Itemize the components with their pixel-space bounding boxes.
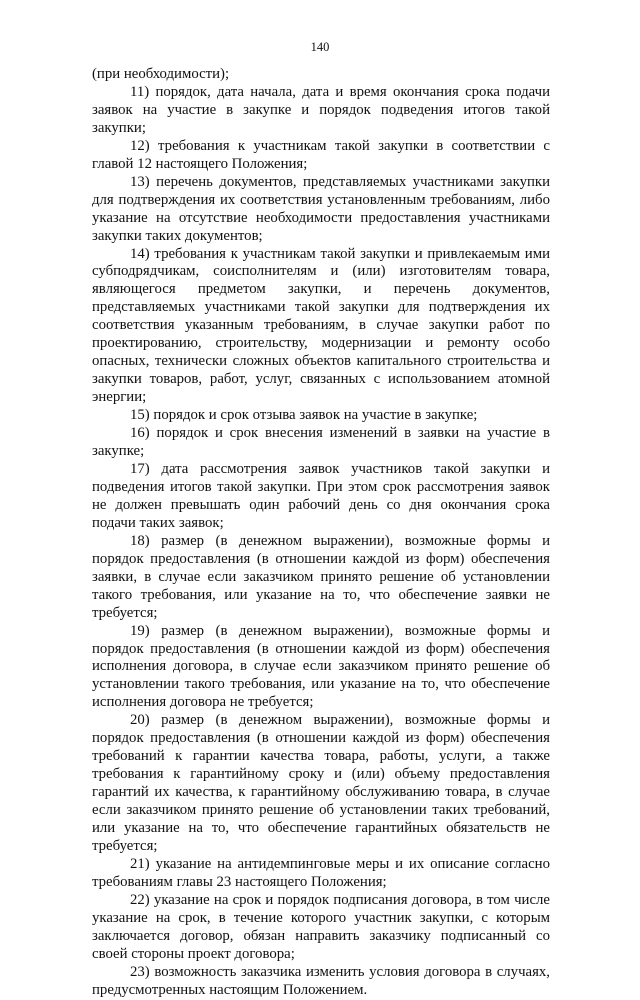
list-item-11: 11) порядок, дата начала, дата и время окончания срока подачи заявок на участие в закупке и порядок подведения итогов такой закупки;: [92, 83, 550, 136]
list-item-18: 18) размер (в денежном выражении), возможные формы и порядок предоставления (в отношении каждой из форм) обеспечения заявки, в случае если заказчиком принято решение об установлении такого требования, или указание на то, что обеспечение заявки не требуется;: [92, 532, 550, 621]
list-item-14: 14) требования к участникам такой закупки и привлекаемым ими субподрядчикам, соисполнителям и (или) изготовителям товара, являющегося предметом закупки, и перечень документов, представляемых участниками такой закупки для подтверждения их соответствия указанным требованиям, в случае закупки работ по проектированию, строительству, модернизации и ремонту особо опасных, технически сложных объектов капитального строительства и закупки товаров, работ, услуг, связанных с использованием атомной энергии;: [92, 245, 550, 406]
list-item-19: 19) размер (в денежном выражении), возможные формы и порядок предоставления (в отношении каждой из форм) обеспечения исполнения договора, в случае если заказчиком принято решение об установлении такого требования, или указание на то, что обеспечение исполнения договора не требуется;: [92, 622, 550, 711]
list-item-20: 20) размер (в денежном выражении), возможные формы и порядок предоставления (в отношении каждой из форм) обеспечения требований к гарантии качества товара, работы, услуги, а также требования к гарантийному сроку и (или) объему предоставления гарантий их качества, к гарантийному обслуживанию товара, в случае если заказчиком принято решение об установлении таких требований, или указание на то, что обеспечение гарантийных обязательств не требуется;: [92, 712, 550, 854]
list-item-13: 13) перечень документов, представляемых участниками закупки для подтверждения их соответствия установленным требованиям, либо указание на отсутствие необходимости предоставления участниками закупки таких документов;: [92, 173, 550, 244]
paragraph-continuation: (при необходимости);: [92, 66, 230, 82]
list-item-21: 21) указание на антидемпинговые меры и их описание согласно требованиям главы 23 настоящего Положения;: [92, 855, 550, 890]
list-item-16: 16) порядок и срок внесения изменений в заявки на участие в закупке;: [92, 425, 550, 460]
list-item-22: 22) указание на срок и порядок подписания договора, в том числе указание на срок, в течение которого участник закупки, с которым заключается договор, обязан направить заказчику подписанный со своей стороны проект договора;: [92, 891, 550, 962]
list-item-23: 23) возможность заказчика изменить условия договора в случаях, предусмотренных настоящим Положением.: [92, 963, 550, 998]
list-item-17: 17) дата рассмотрения заявок участников такой закупки и подведения итогов такой закупки. При этом срок рассмотрения заявок не должен превышать один рабочий день со дня окончания срока подачи таких заявок;: [92, 460, 550, 531]
page-number: 140: [310, 40, 330, 54]
document-body: [92, 66, 550, 1000]
list-item-15: 15) порядок и срок отзыва заявок на участие в закупке;: [130, 407, 478, 424]
list-item-12: 12) требования к участникам такой закупки в соответствии с главой 12 настоящего Положения;: [92, 137, 550, 172]
